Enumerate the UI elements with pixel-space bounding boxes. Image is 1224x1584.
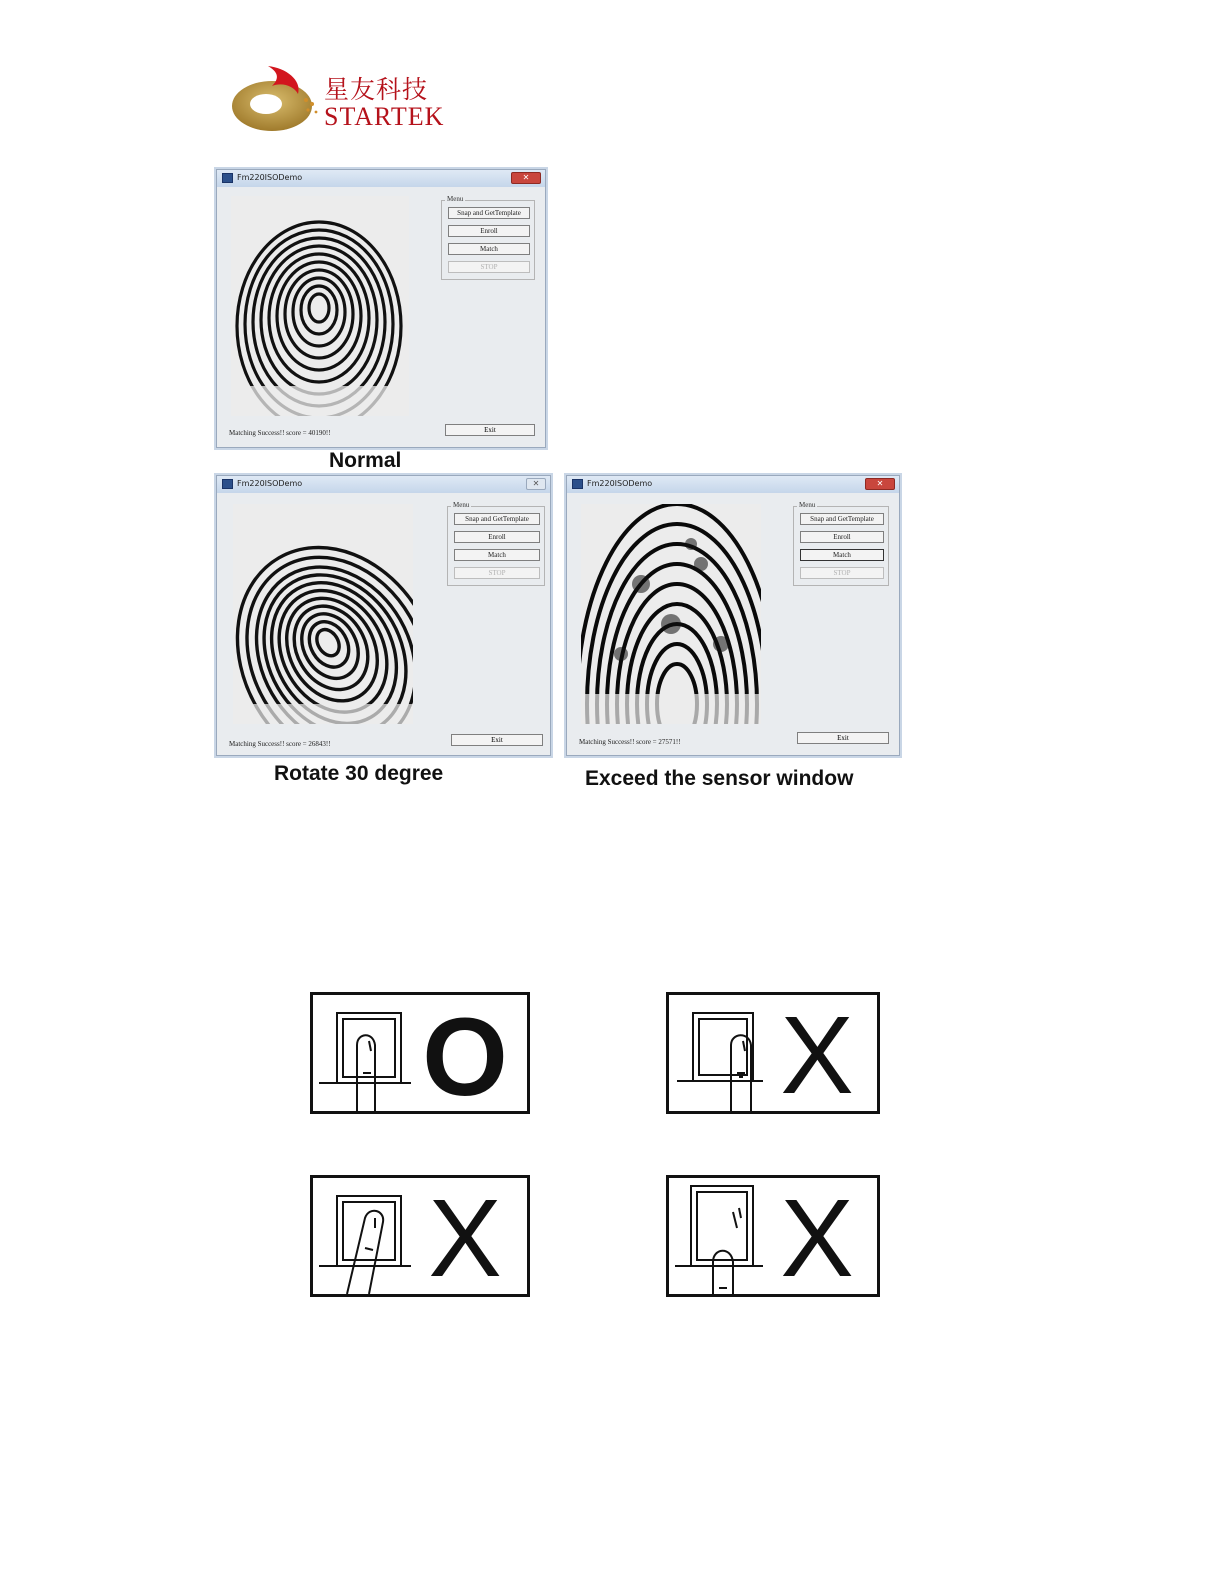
exit-button[interactable]: Exit [445, 424, 535, 436]
placement-diagram-low [666, 1175, 880, 1297]
wrong-mark-icon [669, 995, 877, 1111]
match-status: Matching Success!! score = 27571!! [579, 738, 681, 746]
stop-button[interactable]: STOP [448, 261, 530, 273]
close-icon[interactable]: ✕ [511, 172, 541, 184]
demo-window-exceed [566, 475, 900, 756]
window-title: Fm220ISODemo [587, 479, 653, 488]
placement-mark: X [780, 995, 854, 1111]
match-button[interactable]: Match [448, 243, 530, 255]
menu-group [793, 501, 889, 586]
wrong-mark-icon [313, 1178, 527, 1294]
placement-diagram-offset [666, 992, 880, 1114]
logo-english-text: STARTEK [324, 102, 445, 131]
wrong-mark-icon [669, 1178, 877, 1294]
match-button[interactable]: Match [800, 549, 884, 561]
fingerprint-normal-icon [231, 196, 409, 416]
app-icon [572, 479, 583, 489]
fingerprint-exceed-icon [581, 504, 761, 724]
logo-chinese-text: 星友科技 [324, 75, 429, 104]
fingerprint-image [581, 504, 761, 724]
fingerprint-image [233, 504, 413, 724]
caption-normal: Normal [329, 449, 402, 472]
menu-group [447, 501, 545, 586]
window-titlebar [217, 476, 550, 493]
fingerprint-rotated-icon [233, 504, 413, 724]
snap-get-template-button[interactable]: Snap and GetTemplate [448, 207, 530, 219]
app-icon [222, 173, 233, 183]
window-titlebar [217, 170, 545, 187]
menu-group-label: Menu [799, 501, 816, 509]
stop-button[interactable]: STOP [454, 567, 540, 579]
stop-button[interactable]: STOP [800, 567, 884, 579]
placement-diagram-tilted [310, 1175, 530, 1297]
snap-get-template-button[interactable]: Snap and GetTemplate [800, 513, 884, 525]
placement-mark: X [780, 1178, 854, 1294]
fingerprint-image [231, 196, 409, 416]
window-title: Fm220ISODemo [237, 173, 303, 182]
snap-get-template-button[interactable]: Snap and GetTemplate [454, 513, 540, 525]
demo-window-rotate [216, 475, 551, 756]
caption-exceed: Exceed the sensor window [585, 767, 854, 790]
caption-rotate: Rotate 30 degree [274, 762, 444, 785]
enroll-button[interactable]: Enroll [454, 531, 540, 543]
demo-window-normal [216, 169, 546, 448]
menu-group-label: Menu [447, 195, 464, 203]
app-icon [222, 479, 233, 489]
menu-group [441, 195, 535, 280]
enroll-button[interactable]: Enroll [448, 225, 530, 237]
exit-button[interactable]: Exit [797, 732, 889, 744]
window-title: Fm220ISODemo [237, 479, 303, 488]
close-icon[interactable]: ✕ [865, 478, 895, 490]
match-status: Matching Success!! score = 40190!! [229, 429, 331, 437]
match-status: Matching Success!! score = 26843!! [229, 740, 331, 748]
menu-group-label: Menu [453, 501, 470, 509]
exit-button[interactable]: Exit [451, 734, 543, 746]
placement-mark: O [422, 996, 508, 1111]
correct-mark-icon [313, 995, 527, 1111]
match-button[interactable]: Match [454, 549, 540, 561]
placement-mark: X [428, 1178, 502, 1294]
window-titlebar [567, 476, 899, 493]
startek-logo [228, 64, 468, 136]
enroll-button[interactable]: Enroll [800, 531, 884, 543]
startek-logo-mark-icon [228, 64, 324, 136]
close-icon[interactable]: ✕ [526, 478, 546, 490]
placement-diagram-correct [310, 992, 530, 1114]
